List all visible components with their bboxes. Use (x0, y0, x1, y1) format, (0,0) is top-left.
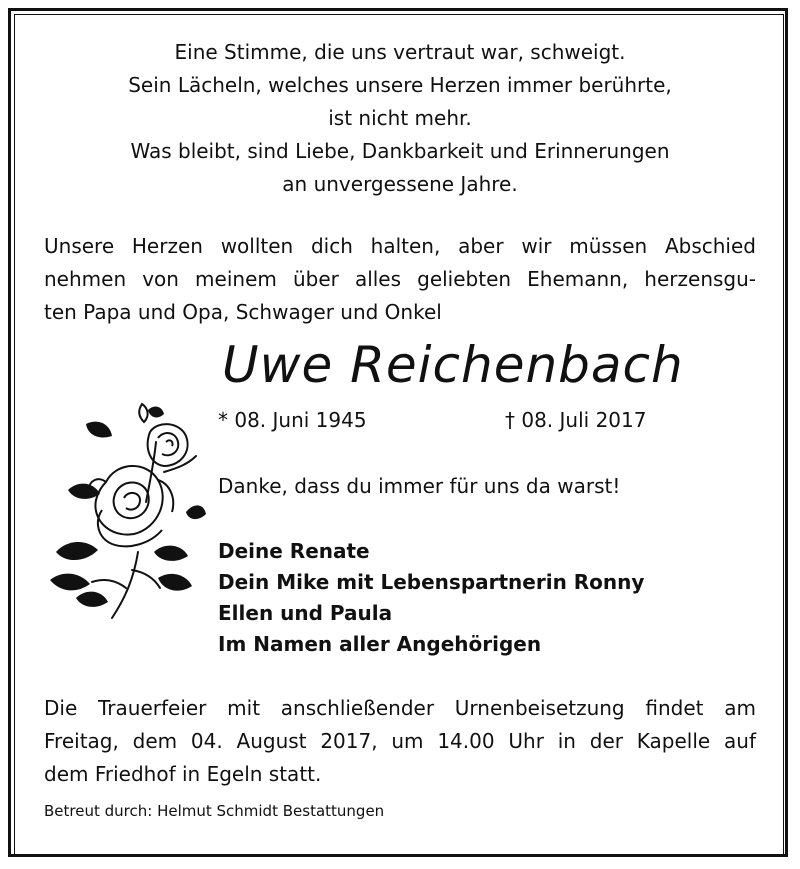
signer-line: Ellen und Paula (218, 601, 393, 625)
birth-date: * 08. Juni 1945 (218, 408, 367, 432)
funeral-line: Die Trauerfeier mit anschließender Urnenbeisetzung findet am (44, 696, 756, 720)
signer-line: Im Namen aller Angehörigen (218, 632, 542, 656)
signer-line: Dein Mike mit Lebenspartnerin Ronny (218, 570, 645, 594)
intro-line: nehmen von meinem über alles geliebten Ehemann, herzensgu- (44, 267, 756, 291)
deceased-name: Uwe Reichenbach (222, 336, 684, 394)
poem-line: Sein Lächeln, welches unsere Herzen immer berührte, (128, 73, 672, 97)
signer-line: Deine Renate (218, 539, 370, 563)
funeral-home-credit: Betreut durch: Helmut Schmidt Bestattungen (44, 802, 385, 820)
thanks-line: Danke, dass du immer für uns da warst! (218, 474, 621, 498)
poem-line: ist nicht mehr. (328, 106, 472, 130)
intro-line: ten Papa und Opa, Schwager und Onkel (44, 300, 442, 324)
poem-line: Eine Stimme, die uns vertraut war, schweigt. (174, 40, 626, 64)
signers (218, 536, 644, 660)
intro-paragraph (44, 230, 756, 329)
death-date: † 08. Juli 2017 (505, 408, 647, 432)
poem-line: Was bleibt, sind Liebe, Dankbarkeit und Erinnerungen (130, 139, 670, 163)
poem-line: an unvergessene Jahre. (282, 172, 518, 196)
intro-line: Unsere Herzen wollten dich halten, aber wir müssen Abschied (44, 234, 756, 258)
funeral-line: dem Friedhof in Egeln statt. (44, 762, 322, 786)
poem (40, 36, 760, 201)
funeral-line: Freitag, dem 04. August 2017, um 14.00 Uhr in der Kapelle auf (44, 729, 756, 753)
funeral-paragraph (44, 692, 756, 791)
rose-icon (46, 402, 206, 622)
